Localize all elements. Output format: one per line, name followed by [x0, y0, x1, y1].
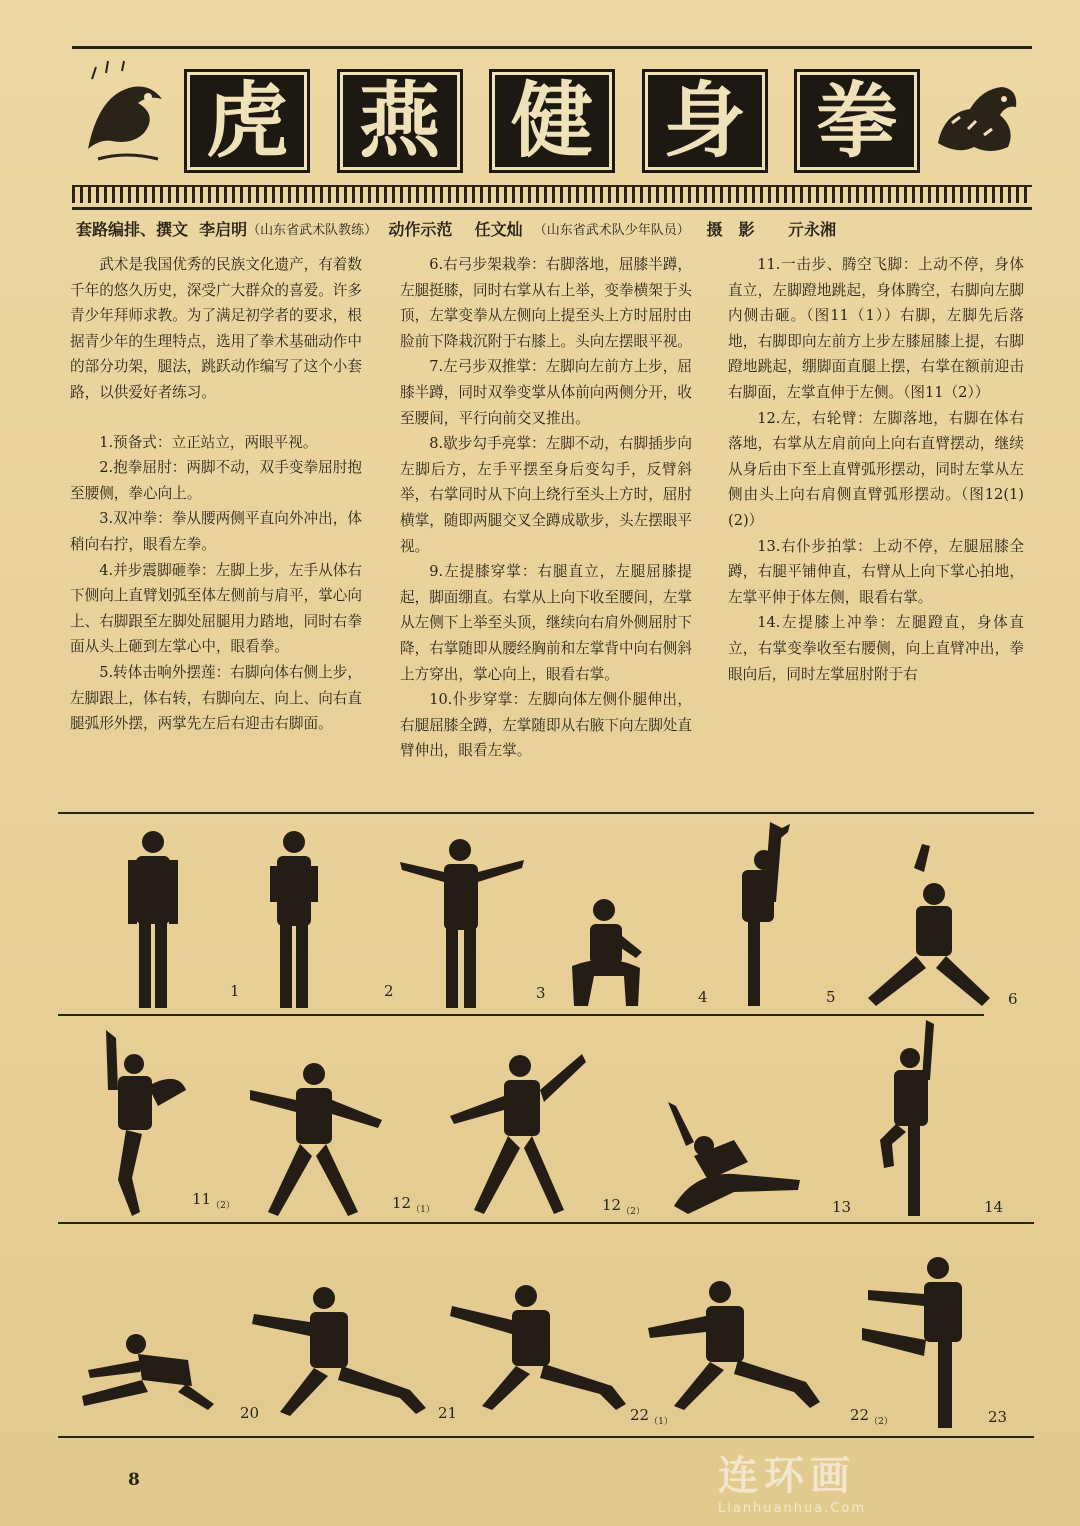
- figure-num: 12: [602, 1196, 622, 1214]
- title-char-2: 燕: [337, 69, 463, 173]
- figure-sub: （2）: [869, 1417, 893, 1427]
- author-name: 李启明: [199, 219, 248, 239]
- photographer-name: 亓永湘: [787, 219, 836, 239]
- author-note: （山东省武术队教练）: [247, 222, 378, 238]
- figure-label-6: 6: [1008, 990, 1018, 1008]
- phoenix-ornament-icon: [76, 59, 176, 169]
- figure-photo: [448, 1050, 588, 1220]
- figure-photo: [250, 1284, 430, 1416]
- figure-label-23: [988, 1408, 1007, 1429]
- meander-border: [72, 185, 1032, 203]
- title-char-4: 身: [642, 69, 768, 173]
- demo-note: （山东省武术队少年队员）: [533, 222, 690, 238]
- figure-photo: [664, 1102, 804, 1220]
- text-column-2: [400, 252, 692, 800]
- tiger-ornament-icon: [928, 59, 1028, 169]
- step-9: 9.左提膝穿掌：右腿直立，左腿屈膝提起，脚面绷直。右掌从上向下收至腰间，左掌从左侧下上举至头顶，继续向右肩外侧屈肘下降，右掌随即从腰经胸前和左掌背中向右侧斜上方穿出，掌心向上，眼看右掌。: [400, 563, 692, 683]
- step-7: 7.左弓步双推掌：左脚向左前方上步，屈膝半蹲，同时双拳变掌从体前向两侧分开，收至腰间，平行向前交叉推出。: [400, 358, 692, 427]
- title-banner: [72, 46, 1032, 210]
- photo-row-2: [58, 1020, 1034, 1220]
- figure-num: 20: [240, 1404, 260, 1422]
- title-char-1: 虎: [184, 69, 310, 173]
- divider-rule: [58, 1436, 1034, 1438]
- title-char-5: 拳: [794, 69, 920, 173]
- figure-sub: （2）: [621, 1207, 645, 1217]
- figure-label-3: 3: [536, 984, 546, 1002]
- photo-row-3: [58, 1228, 1034, 1434]
- figure-label-12-2: [602, 1196, 645, 1217]
- figure-label-4: 4: [698, 988, 708, 1006]
- figure-label-11-2: [192, 1190, 235, 1211]
- credits-line: [76, 214, 1026, 242]
- demo-label: 动作示范: [388, 219, 453, 239]
- figure-num: 14: [984, 1198, 1004, 1216]
- divider-rule: [58, 1222, 1034, 1224]
- figure-photo: [398, 832, 528, 1012]
- figure-label-2: 2: [384, 982, 394, 1000]
- title-characters: [184, 69, 920, 177]
- figure-label-1: 1: [230, 982, 240, 1000]
- figure-num: 12: [392, 1194, 412, 1212]
- figure-sub: （1）: [649, 1417, 673, 1427]
- figure-sub: （2）: [211, 1201, 235, 1211]
- figure-num: 21: [438, 1404, 458, 1422]
- page-number: 8: [128, 1470, 140, 1490]
- figure-label-13: [832, 1198, 851, 1219]
- author-label: 套路编排、撰文: [76, 219, 189, 239]
- figure-label-14: [984, 1198, 1003, 1219]
- watermark-cn: 连环画: [718, 1453, 856, 1499]
- figure-label-12-1: [392, 1194, 435, 1215]
- figure-label-5: 5: [826, 988, 836, 1006]
- step-8: 8.歇步勾手亮掌：左脚不动，右脚插步向左脚后方，左手平摆至身后变勾手，反臂斜举，右掌同时从下向上绕行至头上方时，屈肘横掌，随即两腿交叉全蹲成歇步，头左摆眼平视。: [400, 435, 692, 555]
- text-column-3: [728, 252, 1024, 800]
- figure-photo: [78, 1330, 218, 1410]
- step-3: 3.双冲拳：拳从腰两侧平直向外冲出，体稍向右拧，眼看左拳。: [70, 510, 362, 553]
- watermark-en: Lianhuanhua.Com: [718, 1501, 867, 1516]
- figure-photo: [864, 842, 996, 1012]
- step-6: 6.右弓步架栽拳：右脚落地，屈膝半蹲，左腿挺膝，同时右掌从右上举，变拳横架于头顶，左掌变拳从左侧向上提至头上方时屈肘由脸前下降栽沉附于右膝上。头向左摆眼平视。: [400, 256, 692, 350]
- site-watermark: [718, 1444, 918, 1518]
- photo-row-1: [58, 818, 1034, 1012]
- step-5: 5.转体击响外摆莲：右脚向体右侧上步，左脚跟上，体右转，右脚向左、向上、向右直腿弧形外摆，两掌先左后右迎击右脚面。: [70, 663, 362, 733]
- step-1: 1.预备式：立正站立，两眼平视。: [99, 433, 318, 451]
- figure-photo: [730, 822, 810, 1012]
- figure-num: 11: [192, 1190, 212, 1208]
- figure-photo: [644, 1276, 824, 1412]
- step-12: 12.左，右轮臂：左脚落地，右脚在体右落地，右掌从左肩前向上向右直臂摆动，继续从身后由下至上直臂弧形摆动，同时左掌从左侧由头上向右肩侧直臂弧形摆动。（图12(1)(2)）: [728, 409, 1024, 529]
- figure-sub: （1）: [411, 1205, 435, 1215]
- step-11: 11.一击步、腾空飞脚：上动不停，身体直立，左脚蹬地跳起，身体腾空，右脚向左脚内侧击砸。（图11（1））右脚，左脚先后落地，右脚即向左前方上步左膝屈膝上提，右脚蹬地跳起，绷脚面直腿上摆，右掌在额前迎击右脚面，左掌直伸于左侧。（图11（2））: [728, 256, 1024, 401]
- figure-photo: [246, 1060, 386, 1220]
- figure-photo: [118, 826, 188, 1012]
- intro-paragraph: 武术是我国优秀的民族文化遗产，有着数千年的悠久历史，深受广大群众的喜爱。许多青少年拜师求教。为了满足初学者的要求，根据青少年的生理特点，选用了拳术基础动作中的部分功架，腿法，跳跃动作编写了这个小套路，以供爱好者练习。: [70, 256, 362, 401]
- text-column-1: [70, 252, 362, 800]
- step-4: 4.并步震脚砸拳：左脚上步，左手从体右下侧向上直臂划弧至体左侧前与肩平，掌心向上、右脚跟至左脚处屈腿用力踏地，同时右拳面从头上砸到左掌心中，眼看拳。: [70, 561, 362, 656]
- figure-photo: [448, 1282, 628, 1412]
- step-10: 10.仆步穿掌：左脚向体左侧仆腿伸出，右腿屈膝全蹲，左掌随即从右腋下向左脚处直臂伸出，眼看左掌。: [400, 691, 692, 760]
- demo-name: 任文灿: [474, 219, 523, 239]
- figure-num: 23: [988, 1408, 1008, 1426]
- step-2: 2.抱拳屈肘：两脚不动，双手变拳屈肘抱至腰侧，拳心向上。: [70, 459, 362, 502]
- figure-photo: [568, 896, 648, 1012]
- title-char-3: 健: [489, 69, 615, 173]
- step-14: 14.左提膝上冲拳：左腿蹬直，身体直立，右掌变拳收至右腰侧，向上直臂冲出，拳眼向后，同时左掌屈肘附于右: [728, 614, 1024, 683]
- figure-num: 22: [850, 1406, 870, 1424]
- divider-rule: [58, 812, 1034, 814]
- step-13: 13.右仆步拍掌：上动不停，左腿屈膝全蹲，右腿平铺伸直，右臂从上向下掌心拍地，左掌平伸于体左侧，眼看右掌。: [728, 537, 1024, 606]
- figure-photo: [98, 1030, 188, 1220]
- figure-num: 13: [832, 1198, 852, 1216]
- figure-photo: [264, 826, 324, 1012]
- figure-num: 22: [630, 1406, 650, 1424]
- divider-rule: [58, 1014, 984, 1016]
- photo-label: 摄 影: [706, 219, 755, 239]
- figure-photo: [876, 1020, 946, 1220]
- figure-photo: [858, 1254, 988, 1430]
